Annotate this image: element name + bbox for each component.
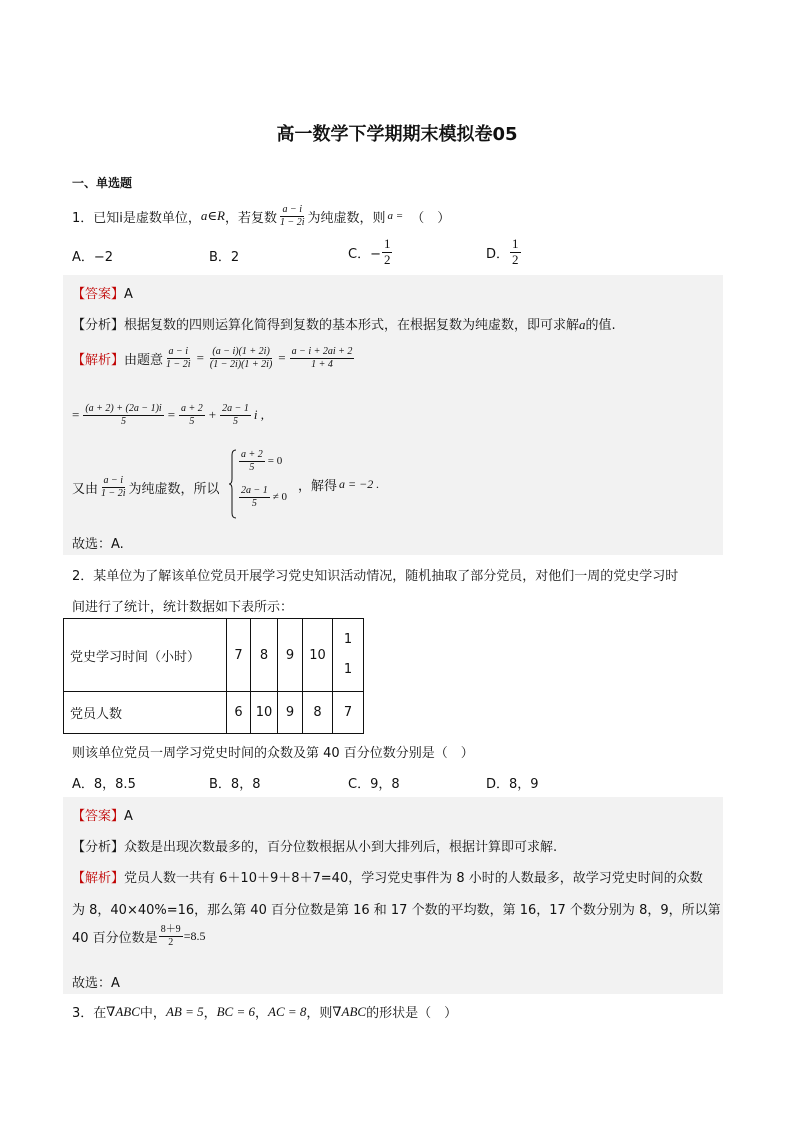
q3-side: AB = 5 [165,1003,204,1019]
solution-fraction: $\frac{a + 2}{5}$ [241,449,263,473]
q2-solution-box [63,797,723,994]
q2-option-a: A．8，8.5 [72,777,136,792]
solution-text: 40 百分位数是 [72,930,158,946]
table-cell: 8 [251,619,278,692]
q3-text: ，则 [306,1006,333,1021]
table-cell: 8 [303,692,333,734]
table-cell: 7 [333,692,364,734]
solution-fraction: $\frac{2a - 1}{5}$ [241,485,268,509]
solution-fraction: $\frac{a - i + 2ai + 2}{1 + 4}$ [291,346,353,370]
q2-option-b: B．8，8 [209,777,261,792]
q1-option-c-label: C．− [348,246,381,262]
q1-stem-part: 1．已知i是虚数单位， [72,210,201,226]
analysis-text: 根据复数的四则运算化简得到复数的基本形式，在根据复数为纯虚数，即可求解 [124,318,580,333]
q2-option-d: D．8，9 [486,777,539,792]
q3-text: ， [203,1006,217,1021]
left-brace-icon [229,449,237,519]
solution-text: ≠ 0 [272,491,288,503]
table-row [64,692,364,734]
answer-tag: 【答案】 [72,287,125,302]
q1-solution-result [298,475,379,494]
q1-var: a∈R [200,208,225,223]
solution-text: a = −2 . [339,477,380,491]
equals-sign: = [167,407,176,422]
solution-text: = 0 [267,455,283,467]
q2-question: 则该单位党员一周学习党史时间的众数及第 40 百分位数分别是（ ） [72,746,474,761]
solution-text: 又由 [72,481,99,497]
q1-solution-line3 [72,475,220,499]
solution-text: ，解得 [298,479,338,494]
q1-solution-line1 [72,346,355,370]
table-header-cell: 党史学习时间（小时） [64,619,227,692]
answer-value: A [124,809,133,824]
table-cell: 10 [303,619,333,692]
q1-stem-part: 为纯虚数，则 [307,210,386,226]
table-header-cell: 党员人数 [64,692,227,734]
q3-triangle: ∇ABC [332,1003,367,1019]
answer-tag: 【答案】 [72,809,125,824]
q1-system-eq2 [238,485,287,509]
q3-text: 的形状是（ ） [366,1006,458,1021]
table-cell: 7 [227,619,251,692]
solution-tag: 【解析】 [72,871,125,886]
q1-fraction: $\frac{a - i}{1 - 2i}$ [279,204,305,228]
q2-choose: 故选：A [72,976,120,991]
q1-analysis [72,314,616,333]
answer-value: A [124,287,133,302]
solution-text: =8.5 [183,928,206,943]
solution-tag: 【解析】 [72,352,125,368]
q2-stem-line2: 间进行了统计，统计数据如下表所示： [72,600,294,615]
section-heading: 一、单选题 [72,176,133,190]
solution-fraction: $\frac{8+9}{2}$ [160,924,181,948]
solution-fraction: $\frac{a + 2}{5}$ [181,403,203,427]
table-cell-line: 1 [343,662,353,677]
q1-choose: 故选：A. [72,537,124,552]
q1-option-b: B．2 [209,250,240,265]
page-title: 高一数学下学期期末模拟卷05 [276,124,518,145]
table-cell [333,619,364,692]
q2-stem-line1: 2．某单位为了解该单位党员开展学习党史知识活动情况，随机抽取了部分党员，对他们一周的党史学习时 [72,569,679,584]
table-cell: 10 [251,692,278,734]
q2-solution-line2: 为 8，40×40%=16，那么第 40 百分位数是第 16 和 17 个数的平均数，第 16，17 个数分别为 8，9，所以第 [72,903,721,918]
q3-side: BC = 6 [216,1003,255,1019]
analysis-tag: 【分析】 [72,840,125,855]
table-cell: 9 [278,619,303,692]
solution-fraction: $\frac{2a - 1}{5}$ [222,403,249,427]
q1-stem [72,204,450,228]
solution-fraction: $\frac{(a + 2) + (2a - 1)i}{5}$ [85,403,162,427]
analysis-tag: 【分析】 [72,318,125,333]
analysis-text: 众数是出现次数最多的，百分位数根据从小到大排列后，根据计算即可求解. [124,840,558,855]
q3-text: ， [255,1006,269,1021]
q1-system-eq1 [238,449,282,473]
table-cell: 9 [278,692,303,734]
q2-answer [72,805,133,824]
analysis-text: 的值. [585,318,616,333]
q1-option-d-label: D． [486,246,510,262]
q1-stem-part: ，若复数 [224,210,277,226]
q1-var: a = [387,210,404,222]
table-cell: 6 [227,692,251,734]
analysis-var: a [579,317,586,332]
q1-answer [72,283,133,302]
equals-sign: = [196,350,204,365]
q1-option-a: A．−2 [72,250,114,265]
q3-triangle: ∇ABC [106,1003,140,1019]
solution-text: 为纯虚数，所以 [128,481,220,497]
solution-text: 党员人数一共有 6＋10＋9＋8＋7=40，学习党史事件为 8 小时的人数最多，故学习党史时间的众数 [124,871,703,886]
q1-solution-line2 [72,403,264,427]
q2-option-c: C．9，8 [348,777,400,792]
solution-text: 由题意 [124,352,164,368]
equals-sign: = [278,350,286,365]
table-cell-line: 1 [343,632,353,647]
table-row [64,619,364,692]
q1-option-c-fraction: $\frac{1}{2}$ [383,236,391,267]
solution-fraction: $\frac{a - i}{1 - 2i}$ [101,475,126,499]
q1-option-d-fraction: $\frac{1}{2}$ [512,236,519,267]
q3-text: 3．在 [72,1006,107,1021]
q1-option-d [486,237,522,268]
q2-solution-line3 [72,924,205,948]
q2-solution-line1 [72,867,703,886]
q1-option-c [348,237,393,268]
solution-fraction: $\frac{a - i}{1 - 2i}$ [166,346,191,370]
q3-stem [72,1002,457,1021]
q2-analysis [72,836,557,855]
q3-text: 中， [139,1006,166,1021]
plus-sign: + [208,407,217,422]
q2-data-table [63,618,364,734]
q1-stem-part: （ ） [411,210,451,226]
q3-side: AC = 8 [268,1003,307,1019]
equals-sign: = [72,407,80,422]
solution-text: i , [253,407,264,422]
solution-fraction: $\frac{(a - i)(1 + 2i)}{(1 - 2i)(1 + 2i)}$ [209,346,273,370]
